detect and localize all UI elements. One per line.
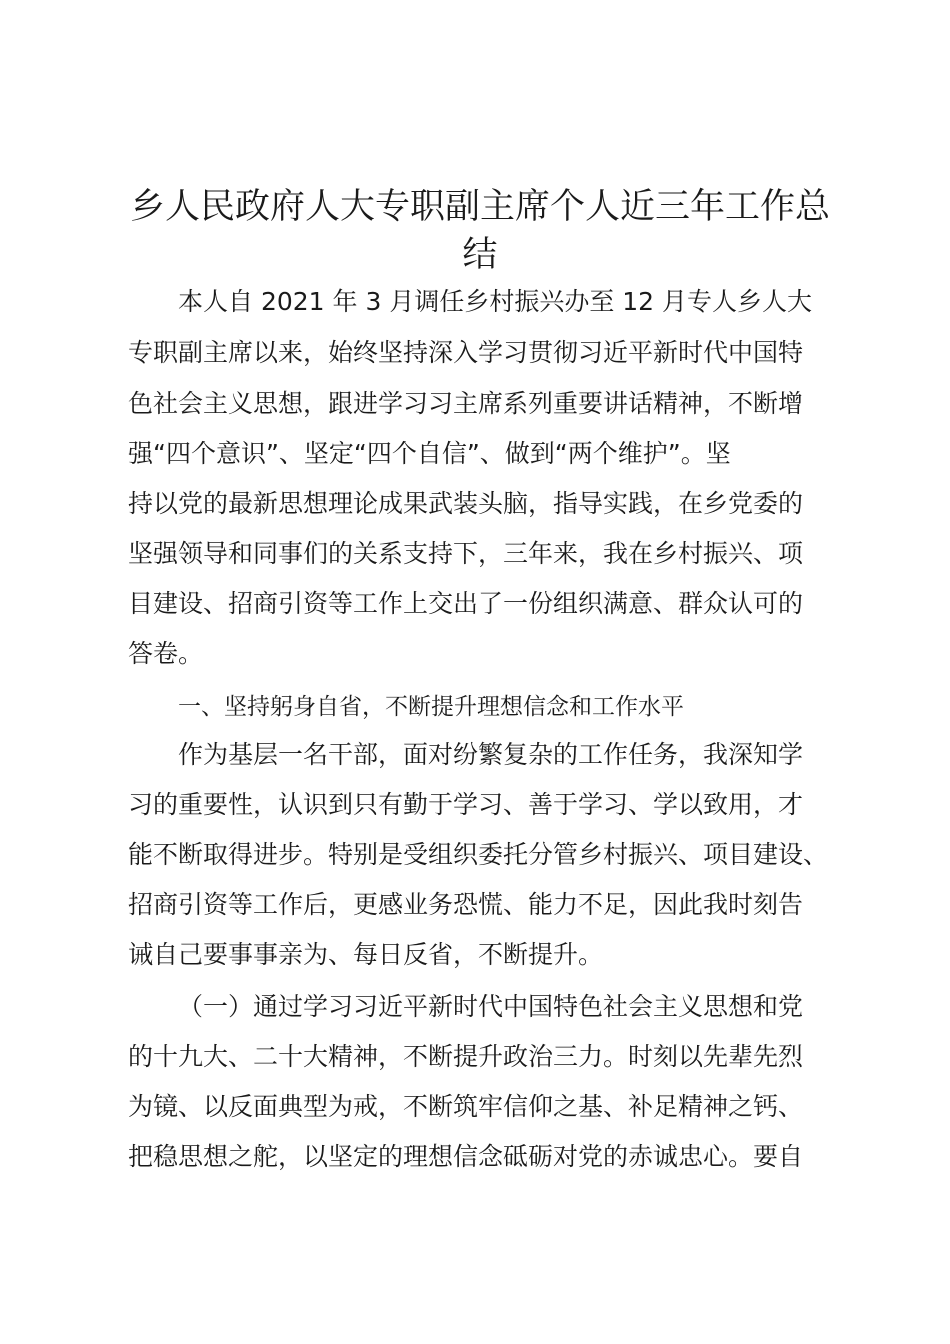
section-heading: 一、坚持躬身自省，不断提升理想信念和工作水平: [178, 694, 684, 720]
paragraph-line: 把稳思想之舵，以坚定的理想信念砥砺对党的赤诚忠心。要自: [128, 1142, 804, 1171]
paragraph-line: 色社会主义思想，跟进学习习主席系列重要讲话精神，不断增: [128, 389, 804, 418]
paragraph-line: 坚强领导和同事们的关系支持下，三年来，我在乡村振兴、项: [128, 539, 804, 568]
paragraph-line: 持以党的最新思想理论成果武装头脑，指导实践，在乡党委的: [128, 489, 804, 518]
document-title-line-1: 乡人民政府人大专职副主席个人近三年工作总: [129, 187, 830, 227]
paragraph-line: （一）通过学习习近平新时代中国特色社会主义思想和党: [178, 992, 804, 1021]
paragraph-line: 的十九大、二十大精神，不断提升政治三力。时刻以先辈先烈: [128, 1042, 804, 1071]
paragraph-line: 强“四个意识”、坚定“四个自信”、做到“两个维护”。坚: [128, 439, 731, 468]
paragraph-line: 答卷。: [128, 639, 204, 668]
paragraph-line: 招商引资等工作后，更感业务恐慌、能力不足，因此我时刻告: [128, 890, 804, 919]
document-title-line-2: 结: [462, 235, 498, 275]
paragraph-line: 诫自己要事事亲为、每日反省，不断提升。: [128, 940, 604, 969]
paragraph-line: 习的重要性，认识到只有勤于学习、善于学习、学以致用，才: [128, 790, 804, 819]
paragraph-line: 能不断取得进步。特别是受组织委托分管乡村振兴、项目建设、: [128, 840, 829, 869]
paragraph-line: 作为基层一名干部，面对纷繁复杂的工作任务，我深知学: [178, 740, 804, 769]
paragraph-line: 为镜、以反面典型为戒，不断筑牢信仰之基、补足精神之钙、: [128, 1092, 804, 1121]
paragraph-line: 目建设、招商引资等工作上交出了一份组织满意、群众认可的: [128, 589, 804, 618]
paragraph-line: 本人自 2021 年 3 月调任乡村振兴办至 12 月专人乡人大: [178, 287, 813, 316]
paragraph-line: 专职副主席以来，始终坚持深入学习贯彻习近平新时代中国特: [128, 338, 804, 367]
